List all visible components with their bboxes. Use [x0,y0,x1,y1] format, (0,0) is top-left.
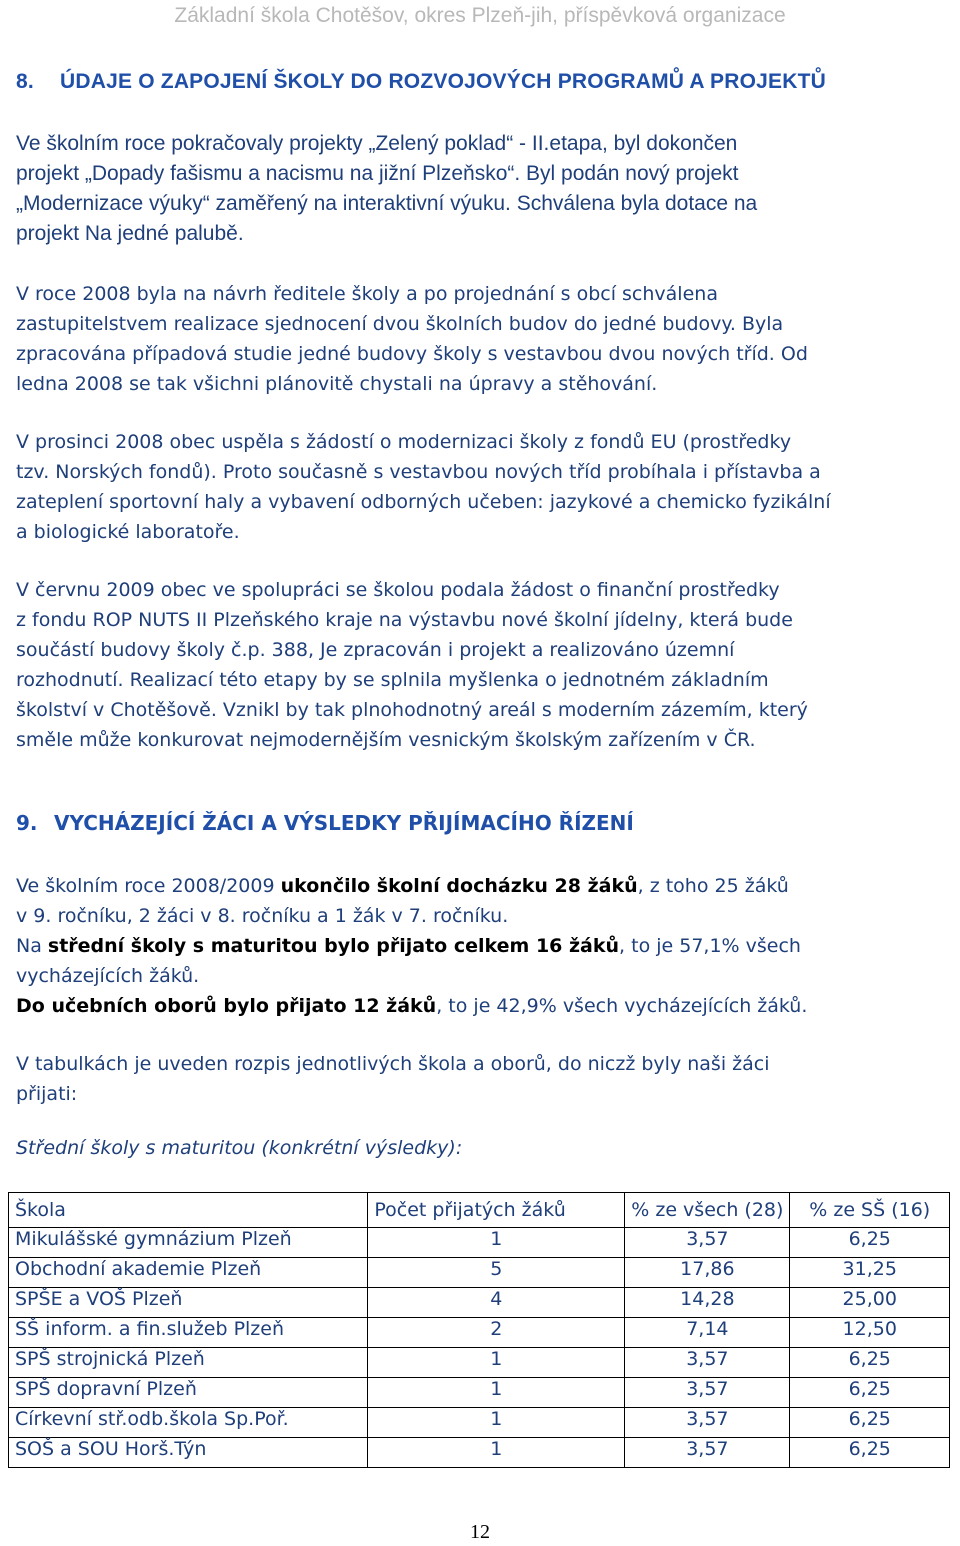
cell-school: Obchodní akademie Plzeň [9,1258,368,1288]
text-line [16,991,946,1021]
text-line: projekt „Dopady fašismu a nacismu na jižní Plzeňsko“. Byl podán nový projekt [16,162,739,185]
bold-run: střední školy s maturitou bylo přijato celkem 16 žáků [47,935,620,957]
page-number: 12 [470,1521,490,1543]
text-line: směle může konkurovat nejmodernějším vesnickým školským zařízením v ČR. [16,729,756,751]
cell-pct-all: 14,28 [625,1288,790,1318]
header-school: Škola [9,1193,368,1228]
cell-pct-all: 3,57 [625,1408,790,1438]
text-run: , z toho 25 žáků [637,875,789,897]
table-row [9,1318,950,1348]
text-line: součástí budovy školy č.p. 388, Je zpracován i projekt a realizováno územní [16,639,735,661]
text-line: zpracována případová studie jedné budovy školy s vestavbou dvou nových tříd. Od [16,343,808,365]
cell-school: SOŠ a SOU Horš.Týn [9,1438,368,1468]
text-line: a biologické laboratoře. [16,521,240,543]
text-line: V roce 2008 byla na návrh ředitele školy a po projednání s obcí schválena [16,283,718,305]
text-line: školství v Chotěšově. Vznikl by tak plnohodnotný areál s moderním zázemím, který [16,699,808,721]
cell-pct-ss: 6,25 [790,1408,950,1438]
text-line [16,871,946,901]
cell-pct-ss: 12,50 [790,1318,950,1348]
table-subtitle: Střední školy s maturitou (konkrétní výsledky): [16,1137,463,1159]
table-row [9,1378,950,1408]
cell-school: Mikulášské gymnázium Plzeň [9,1228,368,1258]
cell-school: SŠ inform. a fin.služeb Plzeň [9,1318,368,1348]
paragraph-rop [16,575,946,755]
section-title: VYCHÁZEJÍCÍ ŽÁCI A VÝSLEDKY PŘIJÍMACÍHO ŘÍZENÍ [54,811,634,835]
table-row [9,1258,950,1288]
cell-pct-ss: 31,25 [790,1258,950,1288]
table-row [9,1288,950,1318]
text-run: Ve školním roce 2008/2009 [16,875,281,897]
text-line: ledna 2008 se tak všichni plánovitě chystali na úpravy a stěhování. [16,373,658,395]
table-row [9,1228,950,1258]
text-line: tzv. Norských fondů). Proto současně s vestavbou nových tříd probíhala i přístavba a [16,461,821,483]
schools-table [8,1192,950,1468]
text-line: zateplení sportovní haly a vybavení odborných učeben: jazykové a chemicko fyzikální [16,491,831,513]
section-title: ÚDAJE O ZAPOJENÍ ŠKOLY DO ROZVOJOVÝCH PROGRAMŮ A PROJEKTŮ [60,70,826,93]
cell-pct-ss: 6,25 [790,1438,950,1468]
cell-count: 1 [368,1228,625,1258]
text-line: „Modernizace výuky“ zaměřený na interaktivní výuku. Schválena byla dotace na [16,192,758,215]
cell-pct-all: 3,57 [625,1438,790,1468]
section-8-heading [16,70,826,94]
cell-pct-all: 3,57 [625,1378,790,1408]
section-number: 8. [16,70,34,93]
section-9-heading [16,811,634,835]
cell-school: SPŠ dopravní Plzeň [9,1378,368,1408]
cell-school: SPŠ strojnická Plzeň [9,1348,368,1378]
text-run: , to je 42,9% všech vycházejících žáků. [436,995,808,1017]
text-line: V tabulkách je uveden rozpis jednotlivých škola a oborů, do niczž byly naši žáci [16,1053,770,1075]
paragraph-eu-funds [16,427,946,547]
bold-run: ukončilo školní docházku 28 žáků [280,875,638,897]
text-line: zastupitelstvem realizace sjednocení dvou školních budov do jedné budovy. Byla [16,313,784,335]
text-line: Ve školním roce pokračovaly projekty „Zelený poklad“ - II.etapa, byl dokončen [16,132,738,155]
text-line: přijati: [16,1083,78,1105]
text-run: , to je 57,1% všech [619,935,801,957]
cell-count: 2 [368,1318,625,1348]
section-number: 9. [16,811,38,835]
cell-count: 1 [368,1378,625,1408]
cell-count: 1 [368,1438,625,1468]
text-run: Na [16,935,48,957]
text-line: V prosinci 2008 obec uspěla s žádostí o modernizaci školy z fondů EU (prostředky [16,431,792,453]
text-line [16,931,946,961]
cell-pct-ss: 25,00 [790,1288,950,1318]
cell-pct-all: 3,57 [625,1348,790,1378]
cell-pct-ss: 6,25 [790,1378,950,1408]
cell-pct-all: 3,57 [625,1228,790,1258]
admission-results [16,871,946,1021]
table-header-row [9,1193,950,1228]
cell-count: 4 [368,1288,625,1318]
text-line: vycházejících žáků. [16,965,200,987]
text-line: v 9. ročníku, 2 žáci v 8. ročníku a 1 žák v 7. ročníku. [16,905,509,927]
table-row [9,1438,950,1468]
cell-pct-ss: 6,25 [790,1348,950,1378]
page-header: Základní škola Chotěšov, okres Plzeň-jih, příspěvková organizace [174,4,786,27]
cell-pct-all: 17,86 [625,1258,790,1288]
cell-pct-ss: 6,25 [790,1228,950,1258]
cell-count: 1 [368,1348,625,1378]
table-row [9,1408,950,1438]
cell-school: Církevní stř.odb.škola Sp.Poř. [9,1408,368,1438]
table-row [9,1348,950,1378]
cell-count: 5 [368,1258,625,1288]
text-line: V červnu 2009 obec ve spolupráci se školou podala žádost o finanční prostředky [16,579,780,601]
paragraph-2008 [16,279,946,399]
header-pct-all: % ze všech (28) [625,1193,790,1228]
paragraph-projects [16,129,916,249]
cell-count: 1 [368,1408,625,1438]
header-admitted-count: Počet přijatých žáků [368,1193,625,1228]
cell-school: SPŠE a VOŠ Plzeň [9,1288,368,1318]
text-line: projekt Na jedné palubě. [16,222,244,245]
table-intro [16,1049,916,1109]
text-line: rozhodnutí. Realizací této etapy by se splnila myšlenka o jednotném základním [16,669,769,691]
text-line: z fondu ROP NUTS II Plzeňského kraje na výstavbu nové školní jídelny, která bude [16,609,793,631]
cell-pct-all: 7,14 [625,1318,790,1348]
header-pct-ss: % ze SŠ (16) [790,1193,950,1228]
bold-run: Do učebních oborů bylo přijato 12 žáků [16,995,437,1017]
